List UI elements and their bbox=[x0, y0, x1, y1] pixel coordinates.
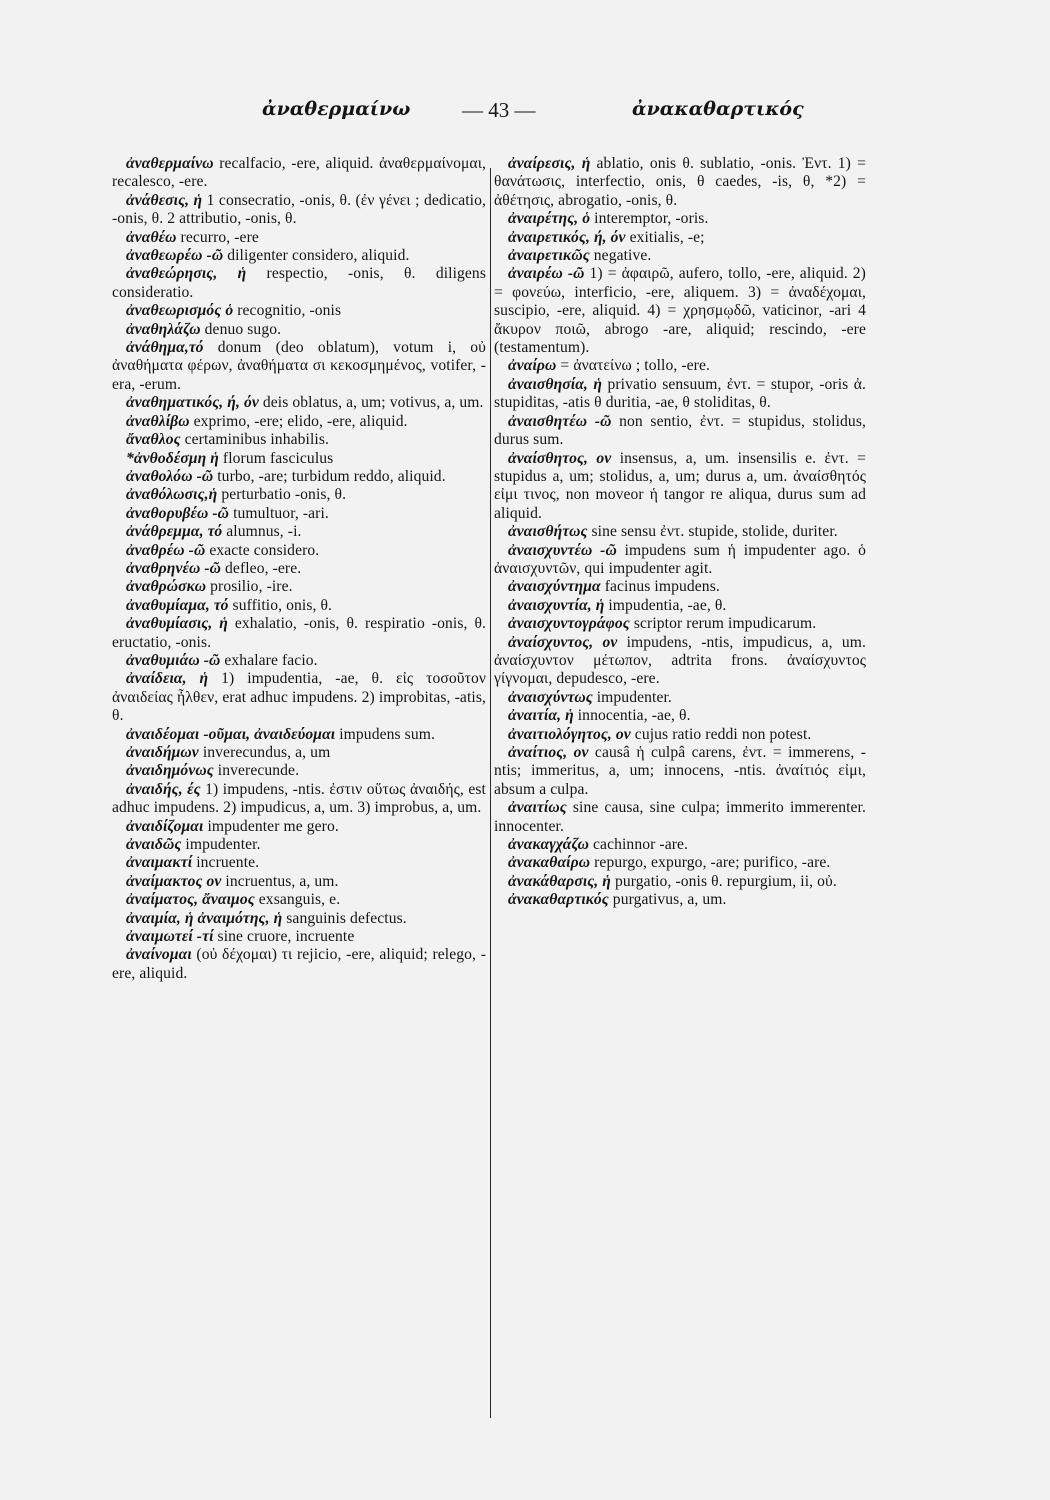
dictionary-entry bbox=[112, 873, 486, 891]
entry-headword: ἀναθεωρέω -ῶ bbox=[126, 247, 224, 265]
entry-headword: ἀναίδεια, ἡ bbox=[126, 670, 209, 688]
dictionary-entry bbox=[112, 910, 486, 928]
entry-headword: ἀναθυμίαμα, τό bbox=[126, 596, 229, 614]
entry-definition: insensus, a, um. insensilis e. ἐντ. = stupidus a, um; stolidus, a, um; durus a, um. ἀναίσθητός εἰμι τινος, non moveor ἡ tangor re aliqua, durus sum ad aliquid. bbox=[494, 449, 866, 522]
dictionary-entry bbox=[494, 689, 866, 707]
entry-definition: prosilio, -ire. bbox=[206, 578, 293, 596]
dictionary-entry bbox=[112, 597, 486, 615]
page-header bbox=[0, 98, 1050, 130]
dictionary-entry bbox=[494, 210, 866, 228]
entry-headword: ἀναισθησία, ἡ bbox=[508, 375, 603, 393]
entry-headword: ἀναίσχυντος, ον bbox=[508, 633, 618, 651]
dictionary-entry bbox=[112, 578, 486, 596]
entry-definition: exitialis, -e; bbox=[625, 228, 705, 246]
dictionary-entry bbox=[494, 578, 866, 596]
entry-headword: ἀναθόλωσις,ἡ bbox=[126, 486, 218, 504]
entry-definition: innocentia, -ae, θ. bbox=[573, 707, 691, 725]
right-column bbox=[494, 155, 866, 1445]
entry-definition: turbo, -are; turbidum reddo, aliquid. bbox=[213, 467, 446, 485]
entry-definition: recurro, -ere bbox=[176, 228, 259, 246]
dictionary-entry bbox=[494, 891, 866, 909]
entry-definition: negative. bbox=[589, 247, 652, 265]
dictionary-entry bbox=[112, 450, 486, 468]
entry-definition: defleo, -ere. bbox=[221, 559, 302, 577]
entry-headword: ἀναθορυβέω -ῶ bbox=[126, 504, 230, 522]
entry-definition: exhalare facio. bbox=[220, 651, 318, 669]
entry-definition: impudenter me gero. bbox=[203, 817, 339, 835]
entry-headword: ἀναιδής, ές bbox=[126, 780, 201, 798]
entry-definition: perturbatio -onis, θ. bbox=[217, 486, 347, 504]
entry-headword: ἀναιρέτης, ὁ bbox=[508, 210, 591, 228]
entry-definition: sine cruore, incruente bbox=[213, 928, 355, 946]
entry-headword: ἀναθυμίασις, ἡ bbox=[126, 615, 228, 633]
dictionary-entry bbox=[494, 155, 866, 210]
entry-headword: ἀναθρέω -ῶ bbox=[126, 541, 206, 559]
entry-headword: ἀναιτία, ἡ bbox=[508, 707, 574, 725]
dictionary-entry bbox=[494, 615, 866, 633]
entry-definition: impudenter. bbox=[592, 688, 672, 706]
dictionary-entry bbox=[112, 615, 486, 652]
entry-definition: incruente. bbox=[192, 854, 260, 872]
dictionary-entry bbox=[494, 247, 866, 265]
entry-headword: ἀναθολόω -ῶ bbox=[126, 467, 214, 485]
dictionary-entry bbox=[112, 321, 486, 339]
entry-definition: inverecunde. bbox=[213, 762, 300, 780]
dictionary-entry bbox=[112, 413, 486, 431]
entry-headword: ἀναιδίζομαι bbox=[126, 817, 204, 835]
entry-headword: ἀναισχύντως bbox=[508, 688, 593, 706]
dictionary-entry bbox=[112, 781, 486, 818]
entry-headword: ἀνάθρεμμα, τό bbox=[126, 523, 223, 541]
entry-headword: ἀνακαγχάζω bbox=[508, 836, 590, 854]
dictionary-entry bbox=[112, 486, 486, 504]
dictionary-entry bbox=[112, 155, 486, 192]
entry-headword: ἀναιμακτί bbox=[126, 854, 193, 872]
entry-headword: ἀνακαθαρτικός bbox=[508, 891, 609, 909]
left-column bbox=[112, 155, 486, 1445]
dictionary-entry bbox=[494, 836, 866, 854]
entry-headword: ἀναίσθητος, ον bbox=[508, 449, 612, 467]
entry-headword: ἀναίμακτος ον bbox=[126, 872, 222, 890]
dictionary-entry bbox=[494, 413, 866, 450]
dictionary-entry bbox=[112, 468, 486, 486]
entry-definition: purgativus, a, um. bbox=[608, 891, 727, 909]
entry-headword: ἀναιμία, ἡ ἀναιμότης, ἡ bbox=[126, 909, 283, 927]
entry-definition: cujus ratio reddi non potest. bbox=[630, 725, 812, 743]
dictionary-entry bbox=[112, 265, 486, 302]
dictionary-entry bbox=[494, 265, 866, 357]
dictionary-entry bbox=[112, 652, 486, 670]
dictionary-entry bbox=[112, 726, 486, 744]
entry-definition: exacte considero. bbox=[205, 541, 320, 559]
entry-headword: ἀναθηλάζω bbox=[126, 320, 201, 338]
entry-headword: ἀναιμωτεί -τί bbox=[126, 928, 214, 946]
dictionary-entry bbox=[112, 523, 486, 541]
entry-headword: ἀνακάθαρσις, ἡ bbox=[508, 872, 611, 890]
entry-headword: ἀναθρώσκω bbox=[126, 578, 207, 596]
dictionary-entry bbox=[112, 854, 486, 872]
entry-headword: ἀναιδῶς bbox=[126, 836, 182, 854]
entry-headword: ἀναιδέομαι -οῦμαι, ἀναιδεύομαι bbox=[126, 725, 336, 743]
entry-definition: inverecundus, a, um bbox=[198, 744, 331, 761]
entry-headword: ἀνάθεσις, ἡ bbox=[126, 191, 203, 209]
dictionary-entry bbox=[494, 450, 866, 524]
entry-headword: ἀναίτιος, ον bbox=[508, 744, 589, 761]
entry-definition: exsanguis, e. bbox=[254, 891, 341, 909]
dictionary-entry bbox=[494, 707, 866, 725]
entry-definition: tumultuor, -ari. bbox=[229, 504, 329, 522]
entry-definition: alumnus, -i. bbox=[222, 523, 302, 541]
entry-definition: = ἀνατείνω ; tollo, -ere. bbox=[556, 357, 710, 375]
entry-definition: impudenter. bbox=[181, 836, 261, 854]
entry-definition: impudentia, -ae, θ. bbox=[604, 596, 727, 614]
entry-definition: florum fasciculus bbox=[218, 449, 334, 467]
dictionary-entry bbox=[494, 873, 866, 891]
entry-headword: ἀναίρω bbox=[508, 357, 557, 375]
entry-definition: suffitio, onis, θ. bbox=[228, 596, 333, 614]
entry-definition: diligenter considero, aliquid. bbox=[223, 247, 410, 265]
entry-definition: impudens, -ntis, impudicus, a, um. ἀναίσχυντον μέτωπον, adtrita frons. ἀναίσχυντος γίγνομαι, depudesco, -ere. bbox=[494, 633, 866, 688]
dictionary-entry bbox=[112, 836, 486, 854]
entry-headword: ἀναιδημόνως bbox=[126, 762, 214, 780]
entry-headword: ἀναισθήτως bbox=[508, 523, 588, 541]
entry-headword: ἀναιρετικός, ή, όν bbox=[508, 228, 626, 246]
entry-definition: scriptor rerum impudicarum. bbox=[629, 615, 817, 633]
entry-definition: cachinnor -are. bbox=[589, 836, 689, 854]
entry-headword: ἀναιτιολόγητος, ον bbox=[508, 725, 631, 743]
dictionary-entry bbox=[112, 302, 486, 320]
entry-headword: ἀναιρέω -ῶ bbox=[508, 265, 585, 283]
entry-definition: recognitio, -onis bbox=[233, 302, 342, 320]
dictionary-entry bbox=[112, 431, 486, 449]
entry-definition: 1) = ἀφαιρῶ, aufero, tollo, -ere, aliquid. 2) = φονεύω, interficio, -ere, aliquem. 3) = ἀναδέχομαι, suscipio, -ere, aliquid. 4) = χρησμῳδῶ, vaticinor, -ari 4 ἄκυρον ποιῶ, abrogo -are, aliquid; rescindo, -ere (testamentum). bbox=[494, 265, 866, 357]
dictionary-entry bbox=[112, 394, 486, 412]
entry-definition: incruentus, a, um. bbox=[221, 872, 339, 890]
entry-definition: certaminibus inhabilis. bbox=[180, 431, 329, 449]
entry-definition: sine sensu ἐντ. stupide, stolide, duriter. bbox=[587, 523, 838, 541]
dictionary-entry bbox=[112, 744, 486, 762]
entry-definition: 1) impudens, -ntis. ἐστιν οὕτως ἀναιδής, est adhuc impudens. 2) impudicus, a, um. 3) improbus, a, um. bbox=[112, 780, 486, 817]
entry-headword: ἄναθλος bbox=[126, 431, 181, 449]
dictionary-entry bbox=[112, 229, 486, 247]
entry-headword: ἀναίματος, ἄναιμος bbox=[126, 891, 255, 909]
dictionary-entry bbox=[112, 818, 486, 836]
entry-definition: impudens sum ἡ impudenter ago. ὁ ἀναισχυντῶν, qui impudenter agit. bbox=[494, 541, 866, 577]
entry-definition: non sentio, ἐντ. = stupidus, stolidus, durus sum. bbox=[494, 412, 866, 449]
entry-definition: causâ ἡ culpâ carens, ἐντ. = immerens, -ntis; immeritus, a, um; innocens, -ntis. ἀναίτιός εἰμι, absum a culpa. bbox=[494, 744, 866, 798]
entry-definition: privatio sensuum, ἐντ. = stupor, -oris ἀ. stupiditas, -atis θ duritia, -ae, θ stoliditas, θ. bbox=[494, 375, 866, 412]
dictionary-entry bbox=[112, 542, 486, 560]
dictionary-entry bbox=[494, 229, 866, 247]
entry-headword: ἀναιτίως bbox=[508, 799, 567, 817]
dictionary-entry bbox=[112, 339, 486, 394]
entry-headword: ἀναθεωρισμός ὁ bbox=[126, 302, 234, 320]
entry-headword: ἀναθηματικός, ή, όν bbox=[126, 394, 259, 412]
dictionary-entry bbox=[494, 854, 866, 872]
entry-headword: ἀναισχυντία, ἡ bbox=[508, 596, 605, 614]
entry-definition: recalfacio, -ere, aliquid. ἀναθερμαίνομαι, recalesco, -ere. bbox=[112, 155, 486, 191]
entry-definition: 1) impudentia, -ae, θ. εἰς τοσοῦτον ἀναιδείας ἦλθεν, erat adhuc impudens. 2) improbitas, -atis, θ. bbox=[112, 670, 486, 725]
entry-definition: ablatio, onis θ. sublatio, -onis. Ἐντ. 1) = θανάτωσις, interfectio, onis, θ caedes, -is, θ, *2) = ἀθέτησις, abrogatio, -onis, θ. bbox=[494, 155, 866, 209]
entry-headword: ἀναθέω bbox=[126, 228, 177, 246]
entry-headword: ἀναθυμιάω -ῶ bbox=[126, 651, 221, 669]
entry-definition: repurgo, expurgo, -are; purifico, -are. bbox=[590, 854, 831, 872]
dictionary-entry bbox=[494, 726, 866, 744]
dictionary-entry bbox=[112, 928, 486, 946]
page-number: — 43 — bbox=[462, 98, 536, 122]
entry-headword: ἀναθεώρησις, ἡ bbox=[126, 265, 247, 283]
entry-definition: 1 consecratio, -onis, θ. (ἐν γένει ; dedicatio, -onis, θ. 2 attributio, -onis, θ. bbox=[112, 191, 486, 228]
entry-headword: ἀναιρετικῶς bbox=[508, 247, 590, 265]
entry-headword: ἀναισχυντογράφος bbox=[508, 615, 630, 633]
entry-definition: impudens sum. bbox=[335, 725, 435, 743]
dictionary-entry bbox=[112, 192, 486, 229]
dictionary-entry bbox=[494, 357, 866, 375]
entry-headword: *ἀνθοδέσμη ἡ bbox=[126, 449, 219, 467]
entry-definition: facinus impudens. bbox=[600, 578, 720, 596]
dictionary-entry bbox=[112, 946, 486, 983]
entry-headword: ἀναίνομαι bbox=[126, 946, 192, 964]
dictionary-entry bbox=[112, 560, 486, 578]
entry-headword: ἀναισχύντημα bbox=[508, 578, 601, 596]
entry-definition: exhalatio, -onis, θ. respiratio -onis, θ. eructatio, -onis. bbox=[112, 615, 486, 651]
dictionary-entry bbox=[494, 634, 866, 689]
entry-definition: sine causa, sine culpa; immerito immerenter. innocenter. bbox=[494, 799, 866, 835]
entry-definition: exprimo, -ere; elido, -ere, aliquid. bbox=[189, 412, 408, 430]
entry-headword: ἀναισχυντέω -ῶ bbox=[508, 541, 617, 559]
column-divider bbox=[490, 168, 491, 1418]
header-right-headword: ἀνακαθαρτικός bbox=[632, 98, 804, 120]
dictionary-entry bbox=[112, 762, 486, 780]
entry-definition: (οὐ δέχομαι) τι rejicio, -ere, aliquid; relego, -ere, aliquid. bbox=[112, 946, 486, 982]
entry-headword: ἀνάθημα,τό bbox=[126, 339, 204, 357]
dictionary-entry bbox=[494, 376, 866, 413]
entry-definition: interemptor, -oris. bbox=[590, 210, 709, 228]
header-left-headword: ἀναθερμαίνω bbox=[262, 98, 411, 120]
entry-definition: deis oblatus, a, um; votivus, a, um. bbox=[258, 394, 484, 412]
entry-headword: ἀναθρηνέω -ῶ bbox=[126, 559, 222, 577]
entry-headword: ἀναισθητέω -ῶ bbox=[508, 412, 612, 430]
dictionary-entry bbox=[112, 247, 486, 265]
entry-headword: ἀναθλίβω bbox=[126, 412, 190, 430]
entry-definition: donum (deo oblatum), votum i, οὐ ἀναθήματα φέρων, ἀναθήματα σι κεκοσμημένος, votifer, -era, -erum. bbox=[112, 339, 486, 393]
entry-definition: purgatio, -onis θ. repurgium, ii, οὐ. bbox=[610, 872, 837, 890]
dictionary-entry bbox=[112, 670, 486, 725]
entry-definition: respectio, -onis, θ. diligens consideratio. bbox=[112, 265, 486, 301]
entry-headword: ἀναθερμαίνω bbox=[126, 155, 214, 172]
dictionary-entry bbox=[112, 891, 486, 909]
dictionary-entry bbox=[494, 597, 866, 615]
dictionary-entry bbox=[494, 523, 866, 541]
dictionary-entry bbox=[112, 505, 486, 523]
dictionary-entry bbox=[494, 542, 866, 579]
entry-definition: sanguinis defectus. bbox=[282, 909, 407, 927]
entry-headword: ἀναίρεσις, ἡ bbox=[508, 155, 591, 172]
entry-headword: ἀναιδήμων bbox=[126, 744, 199, 761]
entry-headword: ἀνακαθαίρω bbox=[508, 854, 591, 872]
entry-definition: denuo sugo. bbox=[200, 320, 282, 338]
dictionary-entry bbox=[494, 744, 866, 799]
dictionary-entry bbox=[494, 799, 866, 836]
